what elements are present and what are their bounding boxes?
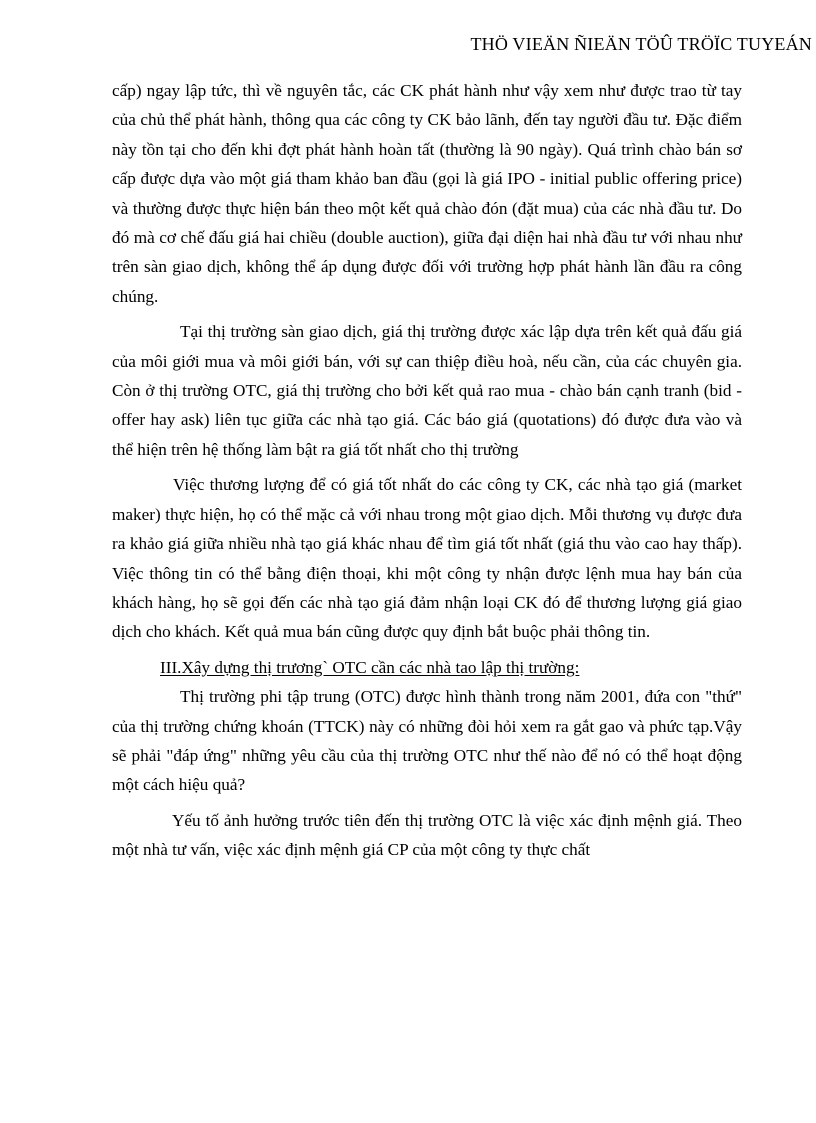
paragraph-par-value: Yếu tố ảnh hưởng trước tiên đến thị trường OTC là việc xác định mệnh giá. Theo một nhà tư vấn, việc xác định mệnh giá CP của một công ty thực chất: [112, 810, 742, 860]
paragraph-price-negotiation: Việc thương lượng để có giá tốt nhất do các công ty CK, các nhà tạo giá (market maker) thực hiện, họ có thể mặc cả với nhau trong một giao dịch. Mỗi thương vụ được đưa ra khảo giá giữa nhiều nhà tạo giá khác nhau để tìm giá tốt nhất (giá thu vào cao hay thấp). Việc thông tin có thể bằng điện thoại, khi một công ty nhận được lệnh mua hay bán của khách hàng, họ sẽ gọi đến các nhà tạo giá đảm nhận loại CK đó để thương lượng giá giao dịch cho khách. Kết quả mua bán cũng được quy định bắt buộc phải thông tin.: [112, 475, 742, 642]
running-header: THÖ VIEÄN ÑIEÄN TÖÛ TRÖÏC TUYEÁN: [470, 34, 812, 54]
body-text: [112, 76, 742, 865]
section-heading: III.Xây dựng thị trương` OTC cần các nhà tao lập thị trường:: [160, 657, 580, 677]
paragraph-exchange-pricing: Tại thị trường sàn giao dịch, giá thị trường được xác lập dựa trên kết quả đấu giá của môi giới mua và môi giới bán, với sự can thiệp điều hoà, nếu cần, của các chuyên gia. Còn ở thị trường OTC, giá thị trường cho bởi kết quả rao mua - chào bán cạnh tranh (bid - offer hay ask) liên tục giữa các nhà tạo giá. Các báo giá (quotations) đó được đưa vào và thể hiện trên hệ thống làm bật ra giá tốt nhất cho thị trường: [112, 322, 742, 459]
paragraph-issuance-continuation: cấp) ngay lập tức, thì về nguyên tắc, các CK phát hành như vậy xem như được trao từ tay của chủ thể phát hành, thông qua các công ty CK bảo lãnh, đến tay người đầu tư. Đặc điểm này tồn tại cho đến khi đợt phát hành hoàn tất (thường là 90 ngày). Quá trình chào bán sơ cấp được dựa vào một giá tham khảo ban đầu (gọi là giá IPO - initial public offering price) và thường được thực hiện bán theo một kết quả chào đón (đặt mua) của các nhà đầu tư. Do đó mà cơ chế đấu giá hai chiều (double auction), giữa đại diện hai nhà đầu tư với nhau như trên sàn giao dịch, không thể áp dụng được đối với trường hợp phát hành lần đầu ra công chúng.: [112, 81, 742, 306]
paragraph-otc-formation: Thị trường phi tập trung (OTC) được hình thành trong năm 2001, đứa con "thứ" của thị trường chứng khoán (TTCK) này có những đòi hỏi xem ra gắt gao và phức tạp.Vậy sẽ phải "đáp ứng" những yêu cầu của thị trường OTC như thế nào để nó có thể hoạt động một cách hiệu quả?: [112, 687, 742, 795]
